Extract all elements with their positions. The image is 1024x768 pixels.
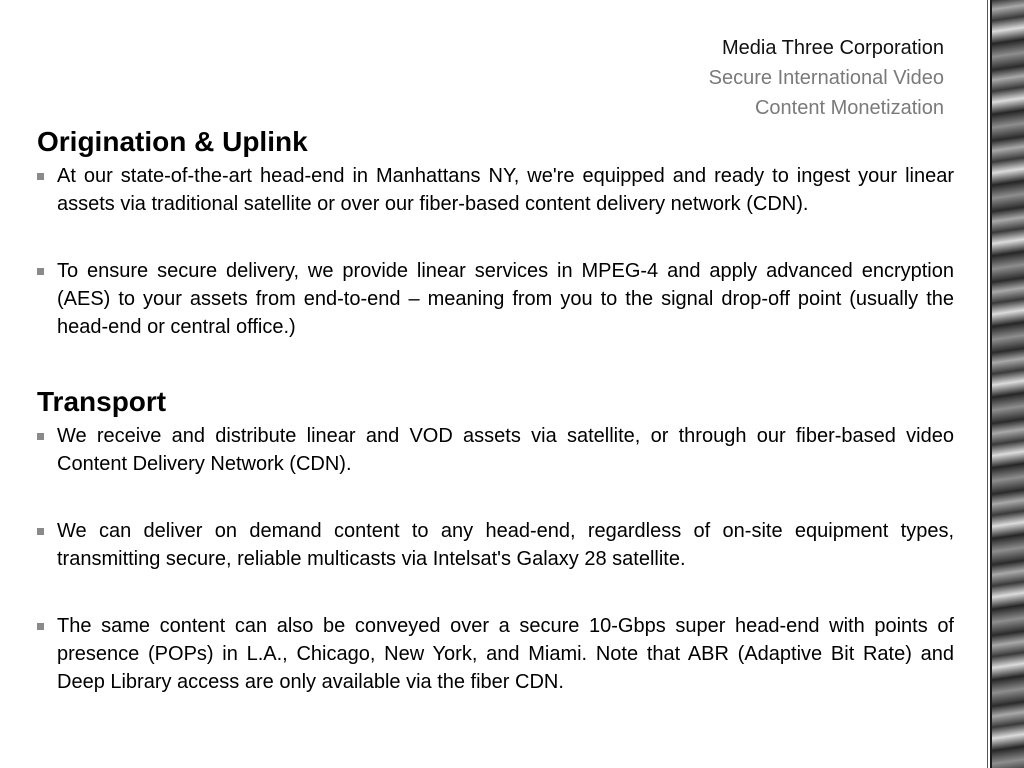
square-bullet-icon [37, 173, 44, 180]
bullet-text: At our state-of-the-art head-end in Manhattans NY, we're equipped and ready to ingest your linear assets via traditional satellite or over our fiber-based content delivery network (CDN). [57, 165, 954, 215]
section-title-transport: Transport [37, 386, 167, 417]
bullet-list-origination [37, 162, 954, 341]
square-bullet-icon [37, 433, 44, 440]
bullet-text: The same content can also be conveyed over a secure 10-Gbps super head-end with points of presence (POPs) in L.A., Chicago, New York, and Miami. Note that ABR (Adaptive Bit Rate) and Deep Library access are only available via the fiber CDN. [57, 615, 954, 693]
square-bullet-icon [37, 268, 44, 275]
bullet-item [37, 162, 954, 218]
section-title-origination: Origination & Uplink [37, 126, 308, 157]
bullet-item [37, 612, 954, 696]
header-subtitle-line-2: Content Monetization [754, 97, 944, 119]
bullet-text: We can deliver on demand content to any head-end, regardless of on-site equipment types, transmitting secure, reliable multicasts via Intelsat's Galaxy 28 satellite. [57, 520, 954, 570]
bullet-list-transport [37, 422, 954, 696]
bullet-item [37, 257, 954, 341]
bullet-text: We receive and distribute linear and VOD assets via satellite, or through our fiber-based video Content Delivery Network (CDN). [57, 425, 954, 475]
slide-header [444, 33, 944, 123]
slide-content [37, 122, 954, 696]
company-name: Media Three Corporation [722, 37, 944, 59]
bullet-text: To ensure secure delivery, we provide linear services in MPEG-4 and apply advanced encryption (AES) to your assets from end-to-end – meaning from you to the signal drop-off point (usually the head-end or central office.) [57, 260, 954, 338]
header-subtitle-line-1: Secure International Video [708, 67, 944, 89]
bullet-item [37, 422, 954, 478]
bullet-item [37, 517, 954, 573]
square-bullet-icon [37, 528, 44, 535]
decorative-frame-border [987, 0, 1024, 768]
square-bullet-icon [37, 623, 44, 630]
